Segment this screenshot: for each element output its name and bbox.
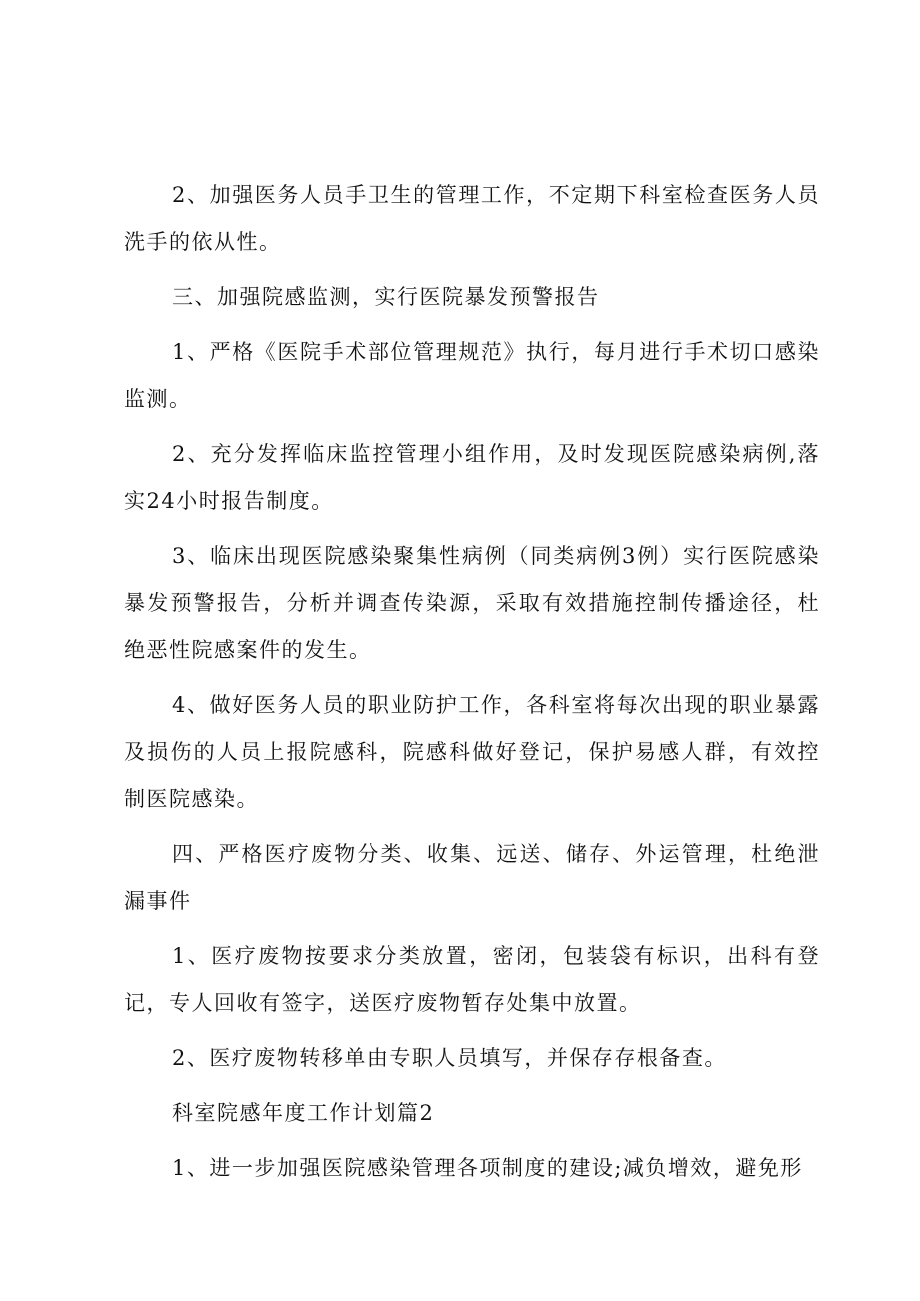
paragraph-hand-hygiene: 2、加强医务人员手卫生的管理工作，不定期下科室检查医务人员洗手的依从性。 bbox=[124, 183, 820, 254]
paragraph-outbreak-warning: 3、临床出现医院感染聚集性病例（同类病例3例）实行医院感染暴发预警报告，分析并调查传染源，采取有效措施控制传播途径，杜绝恶性院感案件的发生。 bbox=[124, 544, 820, 662]
paragraph-occupational-protection: 4、做好医务人员的职业防护工作，各科室将每次出现的职业暴露及损伤的人员上报院感科，院感科做好登记，保护易感人群，有效控制医院感染。 bbox=[124, 693, 820, 811]
paragraph-transfer-form: 2、医疗废物转移单由专职人员填写，并保存存根备查。 bbox=[172, 1046, 727, 1070]
document-page bbox=[124, 172, 820, 1200]
section-heading-3: 三、加强院感监测，实行医院暴发预警报告 bbox=[172, 285, 600, 309]
article-title-part-2: 科室院感年度工作计划篇2 bbox=[172, 1101, 435, 1125]
paragraph-surgical-monitoring: 1、严格《医院手术部位管理规范》执行，每月进行手术切口感染监测。 bbox=[124, 340, 820, 411]
paragraph-system-building: 1、进一步加强医院感染管理各项制度的建设;减负增效，避免形 bbox=[172, 1156, 803, 1180]
paragraph-waste-sorting: 1、医疗废物按要求分类放置，密闭，包装袋有标识，出科有登记，专人回收有签字，送医疗废物暂存处集中放置。 bbox=[124, 944, 820, 1015]
paragraph-monitoring-group: 2、充分发挥临床监控管理小组作用，及时发现医院感染病例,落实24小时报告制度。 bbox=[124, 442, 820, 513]
section-heading-4: 四、严格医疗废物分类、收集、远送、储存、外运管理，杜绝泄漏事件 bbox=[124, 842, 820, 913]
